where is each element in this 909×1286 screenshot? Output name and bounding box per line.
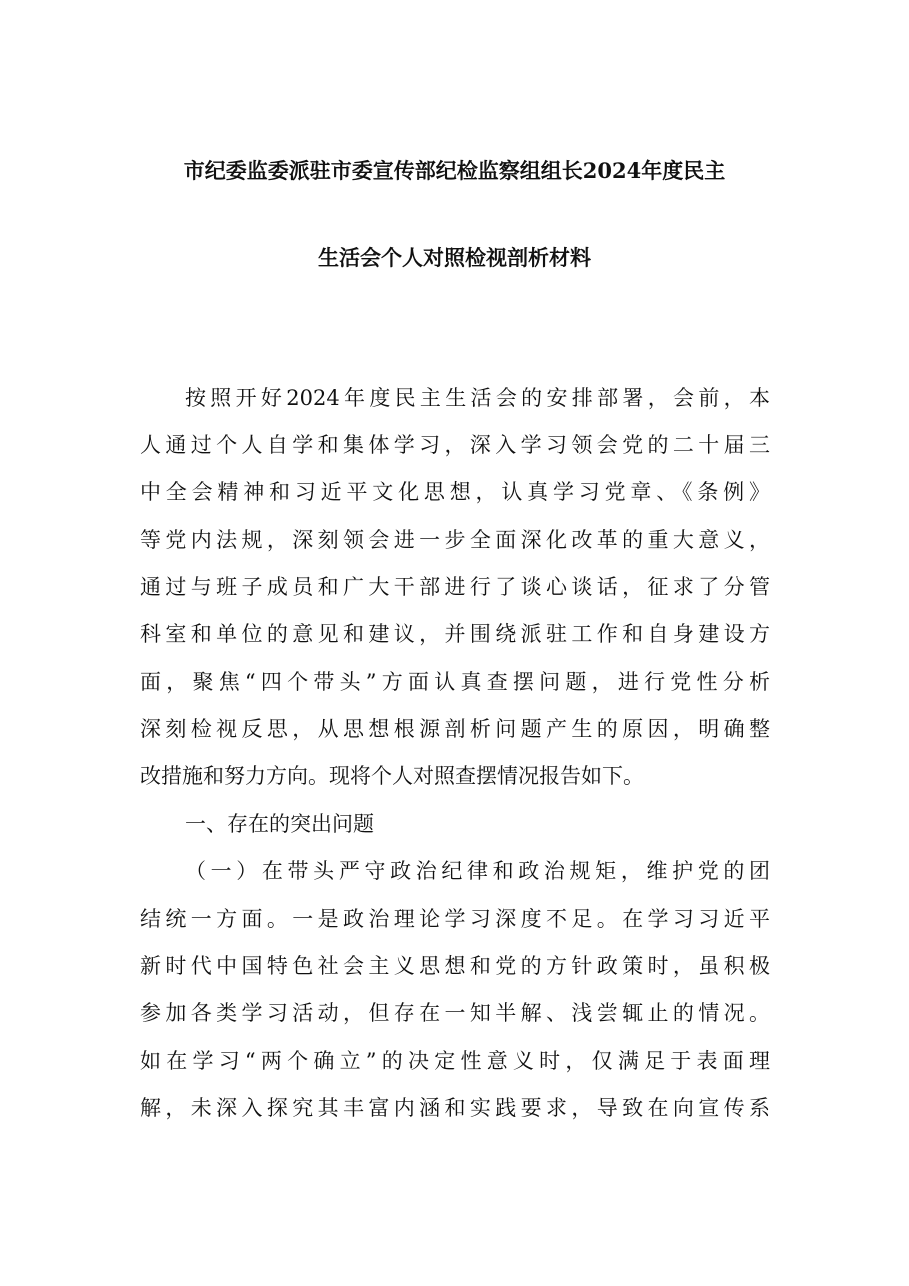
section-paragraph-line: 如在学习“两个确立”的决定性意义时，仅满足于表面理 bbox=[140, 1049, 770, 1073]
intro-paragraph-line: 等党内法规，深刻领会进一步全面深化改革的重大意义， bbox=[140, 528, 770, 552]
intro-paragraph-line: 深刻检视反思，从思想根源剖析问题产生的原因，明确整 bbox=[140, 717, 770, 741]
intro-paragraph-line: 中全会精神和习近平文化思想，认真学习党章、《条例》 bbox=[140, 480, 770, 504]
intro-paragraph-line: 通过与班子成员和广大干部进行了谈心谈话，征求了分管 bbox=[140, 575, 770, 599]
section-paragraph-line: 参加各类学习活动，但存在一知半解、浅尝辄止的情况。 bbox=[140, 1001, 770, 1025]
section-heading: 一、存在的突出问题 bbox=[185, 812, 374, 836]
section-paragraph-line: 解，未深入探究其丰富内涵和实践要求，导致在向宣传系 bbox=[140, 1096, 770, 1120]
intro-paragraph-line: 改措施和努力方向。现将个人对照查摆情况报告如下。 bbox=[140, 764, 644, 788]
section-paragraph-line: （一）在带头严守政治纪律和政治规矩，维护党的团 bbox=[185, 859, 770, 883]
document-title-line-1: 市纪委监委派驻市委宣传部纪检监察组组长2024年度民主 bbox=[183, 158, 726, 183]
intro-paragraph-line: 面，聚焦“四个带头”方面认真查摆问题，进行党性分析 bbox=[140, 670, 770, 694]
section-paragraph-line: 新时代中国特色社会主义思想和党的方针政策时，虽积极 bbox=[140, 954, 770, 978]
intro-paragraph-line: 按照开好2024年度民主生活会的安排部署，会前，本 bbox=[185, 386, 770, 410]
document-title-line-2: 生活会个人对照检视剖析材料 bbox=[318, 245, 591, 270]
intro-paragraph-line: 人通过个人自学和集体学习，深入学习领会党的二十届三 bbox=[140, 433, 770, 457]
intro-paragraph-line: 科室和单位的意见和建议，并围绕派驻工作和自身建设方 bbox=[140, 622, 770, 646]
section-paragraph-line: 结统一方面。一是政治理论学习深度不足。在学习习近平 bbox=[140, 907, 770, 931]
